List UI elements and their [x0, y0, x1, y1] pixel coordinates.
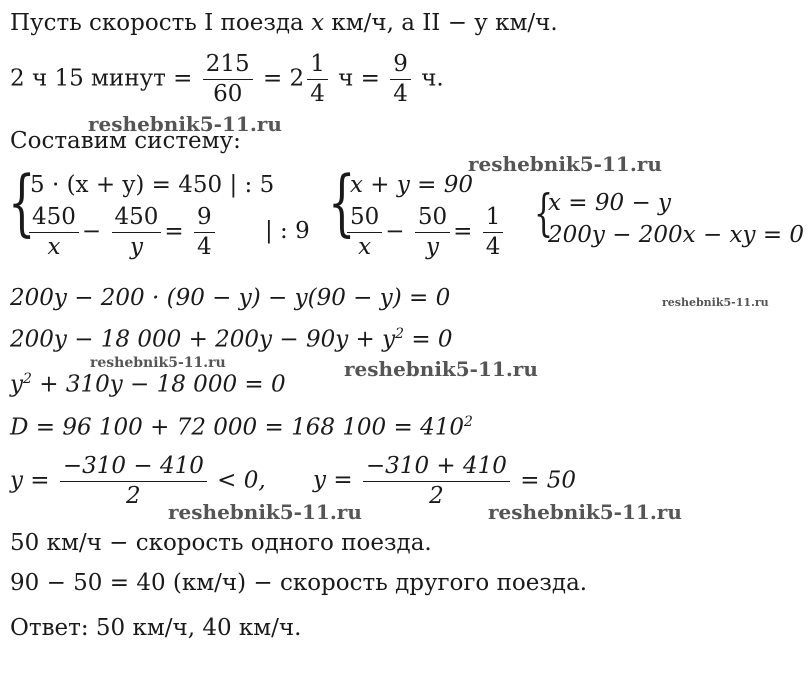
numerator: 50: [347, 203, 382, 233]
equals-sign: =: [164, 218, 184, 245]
root-2-result: = 50: [520, 467, 577, 494]
denominator: 2: [429, 482, 444, 509]
system-brace-3: {: [534, 184, 554, 242]
minus-sign: −: [385, 218, 405, 245]
system-3-row-2: 200y − 200x − xy = 0: [548, 222, 805, 248]
root-1-result: < 0,: [217, 467, 266, 494]
intro-text: Пусть скорость I поезда: [10, 10, 312, 36]
result-second-train: 90 − 50 = 40 (км/ч) − скорость другого поезда.: [10, 570, 588, 596]
denominator: 4: [197, 233, 212, 260]
watermark: reshebnik5-11.ru: [344, 357, 538, 381]
watermark: reshebnik5-11.ru: [488, 500, 682, 524]
watermark: reshebnik5-11.ru: [90, 355, 226, 371]
numerator: 215: [203, 50, 253, 80]
exponent: 2: [463, 414, 473, 430]
equation-expanded: [10, 327, 453, 352]
minus-sign: −: [81, 218, 102, 245]
equation-discriminant: [10, 415, 473, 440]
intro-line: [10, 12, 558, 35]
numerator: −310 − 410: [60, 452, 207, 482]
answer-line: Ответ: 50 км/ч, 40 км/ч.: [10, 615, 302, 641]
time-label: 2 ч 15 минут =: [10, 65, 193, 92]
system-1-row-2: [26, 203, 310, 262]
exponent: 2: [395, 326, 405, 342]
numerator: 9: [194, 203, 215, 233]
equation-substitution: 200y − 200 · (90 − y) − y(90 − y) = 0: [10, 285, 451, 311]
equation-quadratic: [10, 372, 286, 397]
fraction-215-60: [203, 50, 253, 109]
root-1-label: y =: [10, 467, 50, 494]
time-conversion-line: [10, 50, 444, 109]
exponent: 2: [23, 371, 32, 387]
var-x: x: [311, 10, 325, 36]
denominator: 4: [393, 80, 408, 107]
divide-note: | : 9: [264, 218, 310, 245]
expr: 200y − 18 000 + 200y − 90y + y: [10, 326, 396, 353]
system-brace-1: {: [8, 160, 36, 244]
denominator: x: [358, 233, 372, 260]
denominator: y: [426, 233, 440, 260]
fraction-9-4: [390, 50, 411, 109]
numerator: 1: [307, 50, 328, 80]
denominator: 60: [213, 80, 243, 107]
expr: y: [10, 371, 23, 398]
intro-tail: км/ч, а II − у км/ч.: [324, 10, 558, 36]
root-2-label: y =: [313, 467, 353, 494]
fraction: [194, 203, 215, 262]
equals-sign: =: [453, 218, 473, 245]
result-first-train: 50 км/ч − скорость одного поезда.: [10, 530, 432, 556]
numerator: −310 + 410: [363, 452, 510, 482]
watermark: reshebnik5-11.ru: [468, 152, 662, 176]
system-3-row-1: x = 90 − y: [548, 190, 672, 216]
fraction: [483, 203, 504, 262]
watermark: reshebnik5-11.ru: [168, 500, 362, 524]
system-2-row-2: [344, 203, 506, 262]
denominator: 4: [485, 233, 501, 260]
denominator: 4: [310, 80, 325, 107]
unit-tail: ч.: [421, 65, 444, 92]
fraction: [347, 203, 382, 262]
expr-tail: + 310y − 18 000 = 0: [31, 371, 286, 398]
numerator: 1: [483, 203, 504, 233]
fraction: [415, 203, 450, 262]
watermark: reshebnik5-11.ru: [88, 112, 282, 136]
denominator: x: [47, 233, 61, 260]
numerator: 50: [415, 203, 450, 233]
system-1-row-1: 5 · (x + y) = 450 | : 5: [30, 172, 275, 198]
system-brace-2: {: [328, 160, 356, 244]
numerator: 450: [29, 203, 79, 233]
numerator: 450: [112, 203, 162, 233]
denominator: y: [129, 233, 143, 260]
denominator: 2: [126, 482, 141, 509]
expr: D = 96 100 + 72 000 = 168 100 = 410: [10, 414, 464, 441]
fraction: [112, 203, 162, 262]
numerator: 9: [390, 50, 411, 80]
fraction: [29, 203, 79, 262]
compose-system-line: Составим систему:: [10, 128, 241, 154]
fraction-1-4: [307, 50, 328, 109]
mixed-whole: = 2: [262, 65, 305, 92]
system-2-row-1: x + y = 90: [350, 172, 474, 198]
watermark: reshebnik5-11.ru: [662, 296, 769, 309]
unit-hours: ч =: [338, 65, 380, 92]
expr-tail: = 0: [404, 326, 453, 353]
